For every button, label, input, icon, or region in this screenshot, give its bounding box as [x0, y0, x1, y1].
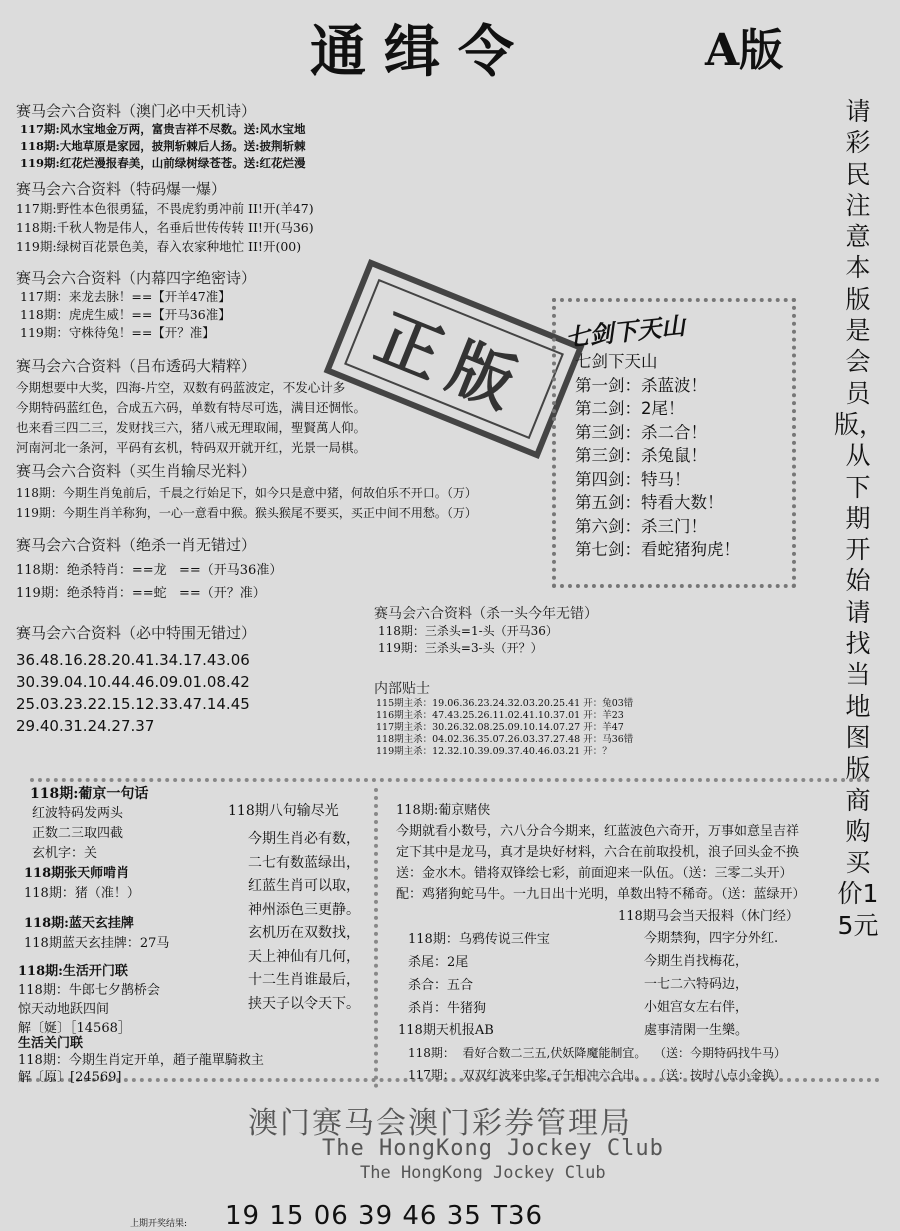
section-title: 赛马会六合资料（澳门必中天机诗）	[16, 102, 257, 120]
sword-line: 第三剑：杀二合！	[575, 422, 707, 442]
divider	[374, 788, 378, 1088]
block-line: 十二生肖谁最后，	[248, 972, 360, 988]
block-line: 红波特码发两头	[32, 806, 124, 821]
stamp-text: 正版	[344, 279, 564, 439]
block-line: 處事清閑一生樂。	[644, 1023, 749, 1038]
sword-line: 第六剑：杀三门！	[575, 516, 707, 536]
block-gambler	[396, 800, 806, 905]
insider-line: 115期主杀：19.06.36.23.24.32.03.20.25.41 开：兔03错	[376, 698, 634, 709]
block-line: 解〔娫〕［14568］	[18, 1021, 131, 1036]
block-eight-lines	[228, 800, 360, 1016]
org-name-en: The HongKong Jockey Club	[322, 1136, 664, 1161]
sword-line: 第四剑：特马！	[575, 469, 691, 489]
block-line: 惊天动地跃四间	[18, 1002, 110, 1017]
section-line: 今期想要中大奖，四海-片空，双数有码蓝波定，不发心计多	[16, 380, 346, 395]
number-row: 36.48.16.28.20.41.34.17.43.06	[16, 651, 250, 669]
section-line: 117期：来龙去脉！==【开羊47准】	[20, 289, 231, 304]
section-line: 119期:红花烂漫报春美，山前绿树绿苍苍。送:红花烂漫	[20, 156, 306, 170]
vertical-notice: 请彩民注意本版是会员版，从下期开始请找当地图版商购买价15元	[834, 97, 885, 940]
section-special-code	[16, 178, 314, 256]
section-line: 118期:千秋人物是伟人，名垂后世传传转 II!开(马36)	[16, 220, 314, 235]
section-poem	[16, 100, 306, 172]
section-zodiac	[16, 460, 477, 523]
block-line: 神州添色三更静。	[248, 901, 360, 918]
number-row: 29.40.31.24.27.37	[16, 717, 155, 735]
sword-title: 七剑下天山	[575, 352, 658, 371]
block-line: 118期：猪（准！）	[24, 886, 140, 901]
section-four-char	[16, 267, 256, 342]
block-one-sentence	[30, 784, 148, 864]
sword-line: 第五剑：特看大数！	[575, 493, 724, 512]
block-title: 118期：乌鸦传说三件宝	[408, 932, 550, 947]
section-title: 赛马会六合资料（吕布透码大精粹）	[16, 357, 257, 375]
block-line: 118期：牛郎七夕鹊桥会	[18, 983, 160, 998]
last-result-numbers: 19 15 06 39 46 35 T36	[225, 1201, 544, 1231]
section-insider	[374, 678, 633, 758]
block-line: 玄机历在双数找，	[248, 925, 360, 941]
block-line: 今期就看小数号，六八分合今期来，红蓝波色六奇开，万事如意呈吉祥	[396, 824, 800, 839]
section-kill-head	[374, 603, 598, 657]
section-line: 119期：绝杀特肖：==蛇 ==（开？准）	[16, 586, 266, 601]
block-title: 118期:蓝天玄挂牌	[24, 916, 134, 931]
block-line: 117期： 双双红波来中奖,子午相冲六合出。 （送：按时八点小金换）	[408, 1068, 786, 1082]
section-lvbu	[16, 355, 366, 458]
section-line: 119期：三杀头=3-头（开？）	[378, 641, 543, 655]
block-line: 杀尾：2尾	[408, 955, 469, 970]
section-line: 118期:大地草原是家园，披荆斩棘后人扬。送:披荆斩棘	[20, 139, 306, 153]
block-line: 定下其中是龙马，真才是块好材料，六合在前取投机，浪子回头金不换	[396, 845, 800, 860]
number-row: 25.03.23.22.15.12.33.47.14.45	[16, 695, 250, 713]
last-result-label: 上期开奖结果:	[130, 1219, 188, 1229]
block-title: 118期八句输尽光	[228, 803, 339, 819]
number-row: 30.39.04.10.44.46.09.01.08.42	[16, 673, 250, 691]
section-line: 河南河北一条河，平码有玄机，特码双开就开红，光景一局棋。	[16, 440, 367, 455]
block-line: 玄机字：关	[32, 846, 98, 861]
block-line: 今期生肖必有数，	[248, 831, 360, 847]
org-name-en-secondary: The HongKong Jockey Club	[360, 1163, 606, 1183]
seven-swords-list	[575, 350, 740, 562]
section-line: 117期:野性本色很勇猛，不畏虎豹勇冲前 II!开(羊47)	[16, 201, 314, 216]
block-title: 118期:葡京一句话	[30, 786, 149, 802]
block-title: 118期张天师啃肖	[24, 866, 130, 881]
sword-line: 第三剑：杀兔鼠！	[575, 446, 707, 465]
section-title: 赛马会六合资料（特码爆一爆）	[16, 180, 227, 198]
section-line: 也来看三四二三，发财找三六，猪八戒无理取闹，聖賢萬人仰。	[16, 420, 367, 435]
masthead-title: 通缉令	[310, 20, 532, 85]
section-line: 今期特码蓝红色，合成五六码，单数有特尽可选，满目还惆怅。	[16, 400, 367, 415]
block-title: 118期:葡京赌侠	[396, 803, 491, 818]
block-line: 小姐宫女左右伴，	[644, 1000, 749, 1015]
block-line: 118期：今期生肖定开单，趙子龍單騎救主	[18, 1053, 264, 1068]
block-tianji-ab	[398, 1020, 786, 1086]
section-title: 赛马会六合资料（内幕四字绝密诗）	[16, 269, 257, 287]
block-line: 送：金水木。错将双锋绘七彩，前面迎来一队伍。（送：三零二头开）	[396, 866, 793, 881]
block-close-couplet	[18, 1035, 264, 1086]
block-blue-sky	[24, 914, 169, 954]
block-line: 杀合：五合	[408, 978, 474, 993]
section-title: 赛马会六合资料（必中特围无错过）	[16, 624, 257, 642]
section-line: 119期：今期生肖羊称狗，一心一意看中猴。猴头猴尾不要买，买正中间不用愁。（万）	[16, 506, 477, 520]
seven-swords-logo: 七剑下天山	[564, 311, 687, 353]
block-line: 解〔原〕[24569]	[18, 1070, 122, 1085]
sword-line: 第二剑：2尾！	[575, 399, 685, 418]
block-line: 配：鸡猪狗蛇马牛。一九日出十光明，单数出特不稀奇。（送：蓝绿开）	[396, 887, 806, 902]
insider-line: 119期主杀：12.32.10.39.09.37.40.46.03.21 开：？	[376, 746, 612, 757]
edition-label: A版	[705, 25, 784, 76]
block-line: 杀肖：牛猪狗	[408, 1001, 487, 1016]
sword-line: 第一剑：杀蓝波！	[575, 375, 707, 395]
block-line: 正数二三取四截	[32, 826, 124, 841]
block-title: 118期马会当天报料（休门经）	[618, 909, 799, 924]
insider-line: 118期主杀：04.02.36.35.07.26.03.37.27.48 开：马36错	[376, 734, 634, 745]
section-line: 119期:绿树百花景色美，春入农家种地忙 II!开(00)	[16, 239, 302, 254]
section-kill-one	[16, 534, 282, 605]
section-line: 118期：绝杀特肖：==龙 ==（开马36准）	[16, 563, 283, 578]
block-line: 挟天子以令天下。	[248, 995, 360, 1012]
block-line: 二七有数蓝绿出，	[248, 854, 360, 871]
block-title: 118期:生活开门联	[18, 964, 128, 979]
block-zhang-tianshi	[24, 864, 140, 904]
divider	[30, 778, 870, 782]
section-line: 117期:风水宝地金万两，富贵吉祥不尽数。送:风水宝地	[20, 122, 306, 136]
section-title: 赛马会六合资料（买生肖输尽光料）	[16, 462, 257, 480]
section-line: 119期：守株待兔！==【开？准】	[20, 325, 215, 340]
section-numbers	[16, 622, 256, 737]
block-line: 118期： 看好合数二三五,伏妖降魔能制宜。 （送：今期特码找牛马）	[408, 1046, 786, 1060]
block-line: 一七二六特码边，	[644, 977, 749, 992]
org-name-cn: 澳门赛马会澳门彩券管理局	[248, 1106, 632, 1141]
block-line: 118期蓝天玄挂牌：27马	[24, 936, 170, 951]
sword-line: 第七剑：看蛇猪狗虎！	[575, 540, 740, 559]
block-line: 天上神仙有几何，	[248, 948, 360, 965]
block-title: 生活关门联	[18, 1036, 84, 1051]
block-line: 红蓝生肖可以取，	[248, 878, 360, 894]
block-open-couplet	[18, 962, 160, 1038]
block-line: 今期生肖找梅花，	[644, 954, 749, 969]
insider-line: 117期主杀：30.26.32.08.25.09.10.14.07.27 开：羊47	[376, 722, 624, 733]
block-line: 今期禁狗，四字分外红.	[644, 931, 779, 946]
section-line: 118期：三杀头=1-头（开马36）	[378, 624, 558, 638]
section-title: 赛马会六合资料（杀一头今年无错）	[374, 606, 598, 622]
section-line: 118期：虎虎生威！==【开马36准】	[20, 307, 231, 322]
block-crow	[408, 928, 550, 1020]
section-line: 118期：今期生肖兔前后，千晨之行始足下，如今只是意中猪，何故伯乐不开口。（万）	[16, 486, 477, 500]
section-title: 内部贴士	[374, 681, 430, 697]
block-title: 118期天机报AB	[398, 1023, 494, 1038]
insider-line: 116期主杀：47.43.25.26.11.02.41.10.37.01 开：羊23	[376, 710, 624, 721]
section-title: 赛马会六合资料（绝杀一肖无错过）	[16, 536, 257, 554]
